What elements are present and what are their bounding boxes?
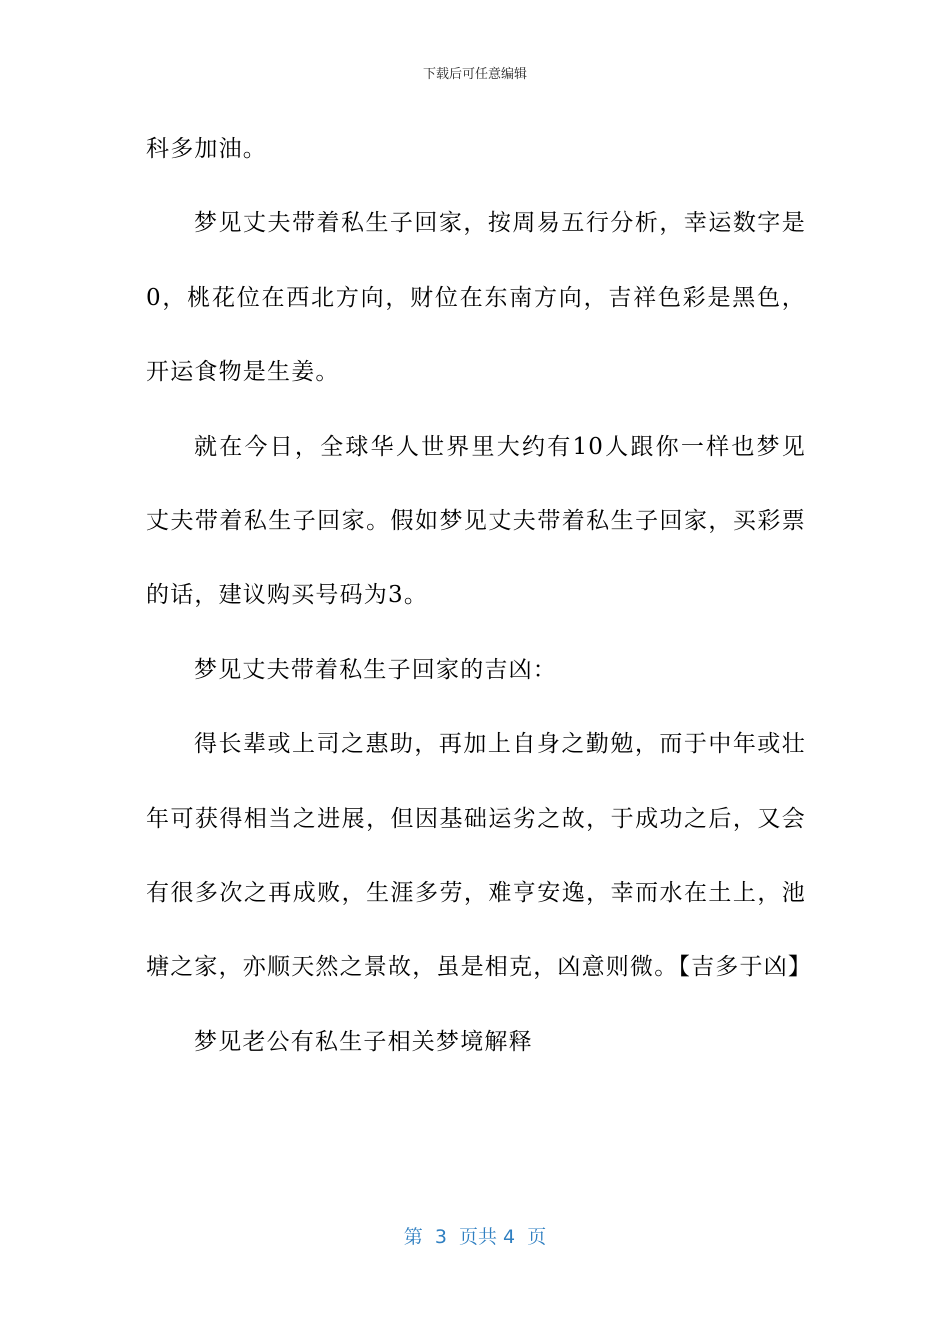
document-body	[146, 112, 813, 1079]
paragraph-continuation: 科多加油。	[146, 136, 267, 162]
paragraph-fortune-text: 得长辈或上司之惠助，再加上自身之勤勉，而于中年或壮年可获得相当之进展，但因基础运劣之故，于成功之后，又会有很多次之再成败，生涯多劳，难亨安逸，幸而水在土上，池塘之家，亦顺天然之景故，虽是相克，凶意则微。【吉多于凶】	[146, 731, 813, 981]
paragraph-fortune-heading: 梦见丈夫带着私生子回家的吉凶：	[194, 656, 557, 683]
paragraph-lottery-advice: 就在今日，全球华人世界里大约有10人跟你一样也梦见丈夫带着私生子回家。假如梦见丈夫带着私生子回家，买彩票的话，建议购买号码为3。	[146, 433, 806, 609]
page-header: 下载后可任意编辑	[422, 67, 527, 82]
page-number: 第 3 页共 4 页	[403, 1226, 547, 1248]
paragraph-lucky-analysis: 梦见丈夫带着私生子回家，按周易五行分析，幸运数字是0，桃花位在西北方向，财位在东南方向，吉祥色彩是黑色，开运食物是生姜。	[146, 210, 806, 386]
section-heading: 梦见老公有私生子相关梦境解释	[194, 1028, 533, 1055]
